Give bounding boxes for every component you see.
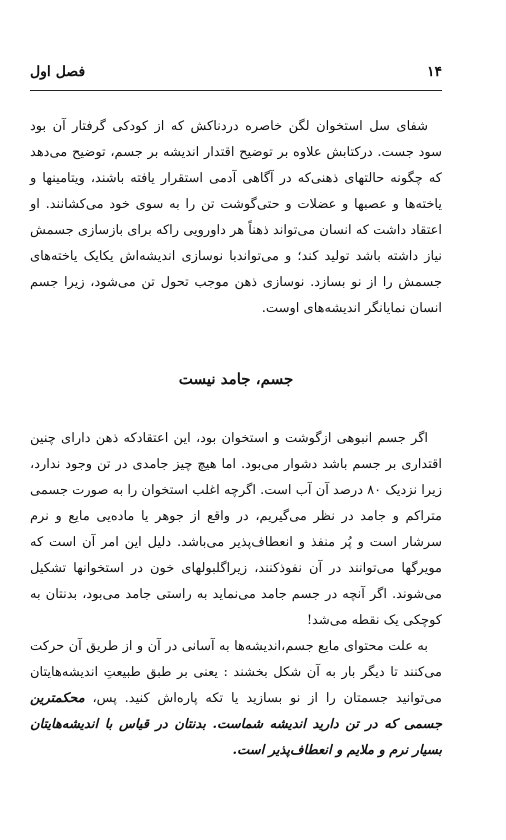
intro-paragraph-block: [30, 114, 442, 322]
emphasized-text: محکمترین جسمی که در تن دارید اندیشه شماست. بدنتان در قیاس با اندیشه‌هایتان بسیار نرم و ملایم و انعطاف‌پذیر است.: [30, 691, 442, 758]
page-header: [30, 62, 442, 91]
section-body: [30, 426, 442, 764]
body-paragraph: شفای سل استخوان لگن خاصره دردناکش که از کودکی گرفتار آن بود سود جست. درکتابش علاوه بر توضیح اقتدار اندیشه بر جسم، توضیح می‌دهد که چگونه حالتهای ذهنی‌که در آگاهی آدمی استقرار یافته باشند، ویتامینها و یاخته‌ها و عصبها و عضلات و حتی‌گوشت تن را به سوی خود می‌کشانند. او اعتقاد داشت که انسان می‌تواند ذهناً هر داورویی راکه برای بازسازی جسمش نیاز داشته باشد تولید کند؛ و می‌تواندبا نوسازی اندیشه‌اش یکایک یاخته‌های جسمش را از نو بسازد. نوسازی ذهن موجب تحول تن می‌شود، زیرا جسم انسان نمایانگر اندیشه‌های اوست.: [30, 119, 442, 316]
body-paragraph: اگر جسم انبوهی ازگوشت و استخوان بود، این اعتقادکه ذهن دارای چنین اقتداری بر جسم باشد دشوار می‌بود. اما هیچ چیز جامدی در تن وجود ندارد، زیرا نزدیک ۸۰ درصد آن آب است. اگرچه اغلب استخوان را به صورت جسمی متراکم و جامد در نظر می‌گیریم، در واقع از جوهر یا ماده‌یی مایع و نرم سرشار است و پُر منفذ و انعطاف‌پذیر می‌باشد. دلیل این امر آن است که مویرگها می‌توانند در آن نفوذکنند، زیراگلبولهای خون در استخوانها تشکیل می‌شوند. اگر آنچه در جسم جامد می‌نماید به راستی جامد می‌بود، بدنتان به کوچکی یک نقطه می‌شد!: [30, 431, 442, 628]
body-paragraph-emphasis-container: [30, 634, 442, 764]
body-paragraph-text: به علت محتوای مایع جسم،اندیشه‌ها به آسانی در آن و از طریق آن حرکت می‌کنند تا دیگر بار به آن شکل بخشند : یعنی بر طبق طبیعتِ اندیشه‌هایتان می‌توانید جسمتان را از نو بسازید یا تکه پاره‌اش کنید. پس،: [30, 639, 442, 706]
chapter-title: فصل اول: [30, 64, 86, 80]
page-number: ۱۴: [426, 64, 442, 80]
section-heading: جسم، جامد نیست: [178, 370, 294, 388]
